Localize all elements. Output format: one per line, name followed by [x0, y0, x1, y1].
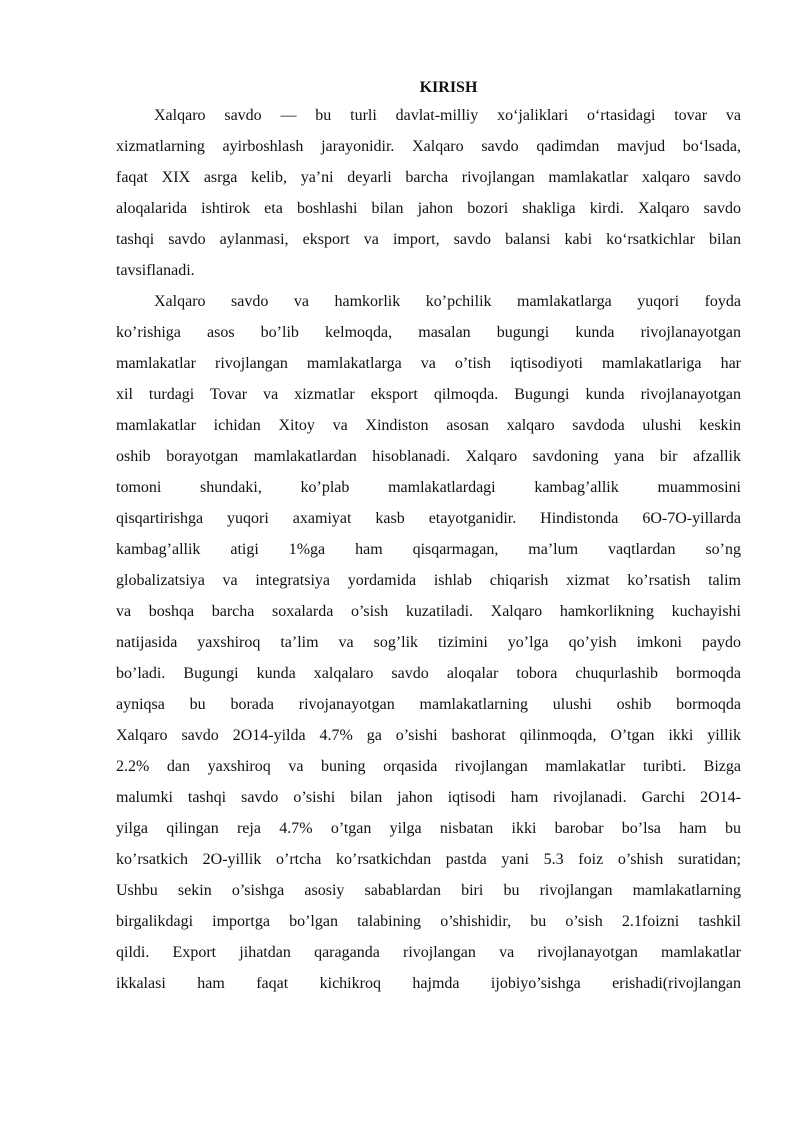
- text-line: va boshqa barcha soxalarda o’sish kuzatiladi. Xalqaro hamkorlikning kuchayishi: [116, 603, 741, 620]
- text-line: Xalqaro savdo 2O14-yilda 4.7% ga o’sishi bashorat qilinmoqda, O’tgan ikki yillik: [116, 727, 741, 744]
- text-line: bo’ladi. Bugungi kunda xalqalaro savdo aloqalar tobora chuqurlashib bormoqda: [116, 665, 741, 682]
- text-line: ko’rsatkich 2O-yillik o’rtcha ko’rsatkichdan pastda yani 5.3 foiz o’shish suratidan;: [116, 851, 741, 868]
- text-line: qildi. Export jihatdan qaraganda rivojlangan va rivojlanayotgan mamlakatlar: [116, 944, 741, 961]
- text-line: qisqartirishga yuqori axamiyat kasb etayotganidir. Hindistonda 6O-7O-yillarda: [116, 510, 741, 527]
- page-title: KIRISH: [419, 79, 478, 96]
- paragraph-2: [116, 286, 741, 999]
- text-line: globalizatsiya va integratsiya yordamida ishlab chiqarish xizmat ko’rsatish talim: [116, 572, 741, 589]
- text-line: ko’rishiga asos bo’lib kelmoqda, masalan bugungi kunda rivojlanayotgan: [116, 324, 741, 341]
- text-line: tashqi savdo aylanmasi, eksport va import, savdo balansi kabi ko‘rsatkichlar bilan: [116, 231, 741, 248]
- text-line: tavsiflanadi.: [116, 262, 195, 279]
- text-line: 2.2% dan yaxshiroq va buning orqasida rivojlangan mamlakatlar turibti. Bizga: [116, 758, 741, 775]
- text-line: oshib borayotgan mamlakatlardan hisoblanadi. Xalqaro savdoning yana bir afzallik: [116, 448, 741, 465]
- text-line: mamlakatlar rivojlangan mamlakatlarga va o’tish iqtisodiyoti mamlakatlariga har: [116, 355, 741, 372]
- text-line: yilga qilingan reja 4.7% o’tgan yilga nisbatan ikki barobar bo’lsa ham bu: [116, 820, 741, 837]
- text-line: xil turdagi Tovar va xizmatlar eksport qilmoqda. Bugungi kunda rivojlanayotgan: [116, 386, 741, 403]
- text-line: aloqalarida ishtirok eta boshlashi bilan jahon bozori shakliga kirdi. Xalqaro savdo: [116, 200, 741, 217]
- text-line: birgalikdagi importga bo’lgan talabining o’shishidir, bu o’sish 2.1foizni tashkil: [116, 913, 741, 930]
- text-line: Ushbu sekin o’sishga asosiy sabablardan biri bu rivojlangan mamlakatlarning: [116, 882, 741, 899]
- text-line: xizmatlarning ayirboshlash jarayonidir. Xalqaro savdo qadimdan mavjud bo‘lsada,: [116, 138, 741, 155]
- text-line: kambag’allik atigi 1%ga ham qisqarmagan, ma’lum vaqtlardan so’ng: [116, 541, 741, 558]
- paragraph-1: [116, 100, 741, 286]
- text-line: faqat XIX asrga kelib, ya’ni deyarli barcha rivojlangan mamlakatlar xalqaro savdo: [116, 169, 741, 186]
- text-line: tomoni shundaki, ko’plab mamlakatlardagi kambag’allik muammosini: [116, 479, 741, 496]
- text-line: ikkalasi ham faqat kichikroq hajmda ijobiyo’sishga erishadi(rivojlangan: [116, 975, 741, 992]
- text-line: mamlakatlar ichidan Xitoy va Xindiston asosan xalqaro savdoda ulushi keskin: [116, 417, 741, 434]
- document-page: [116, 76, 741, 999]
- text-line: natijasida yaxshiroq ta’lim va sog’lik tizimini yo’lga qo’yish imkoni paydo: [116, 634, 741, 651]
- text-line: Xalqaro savdo va hamkorlik ko’pchilik mamlakatlarga yuqori foyda: [154, 293, 741, 310]
- text-line: malumki tashqi savdo o’sishi bilan jahon iqtisodi ham rivojlanadi. Garchi 2O14-: [116, 789, 741, 806]
- text-line: Xalqaro savdo — bu turli davlat-milliy xo‘jaliklari o‘rtasidagi tovar va: [154, 107, 741, 124]
- text-line: ayniqsa bu borada rivojanayotgan mamlakatlarning ulushi oshib bormoqda: [116, 696, 741, 713]
